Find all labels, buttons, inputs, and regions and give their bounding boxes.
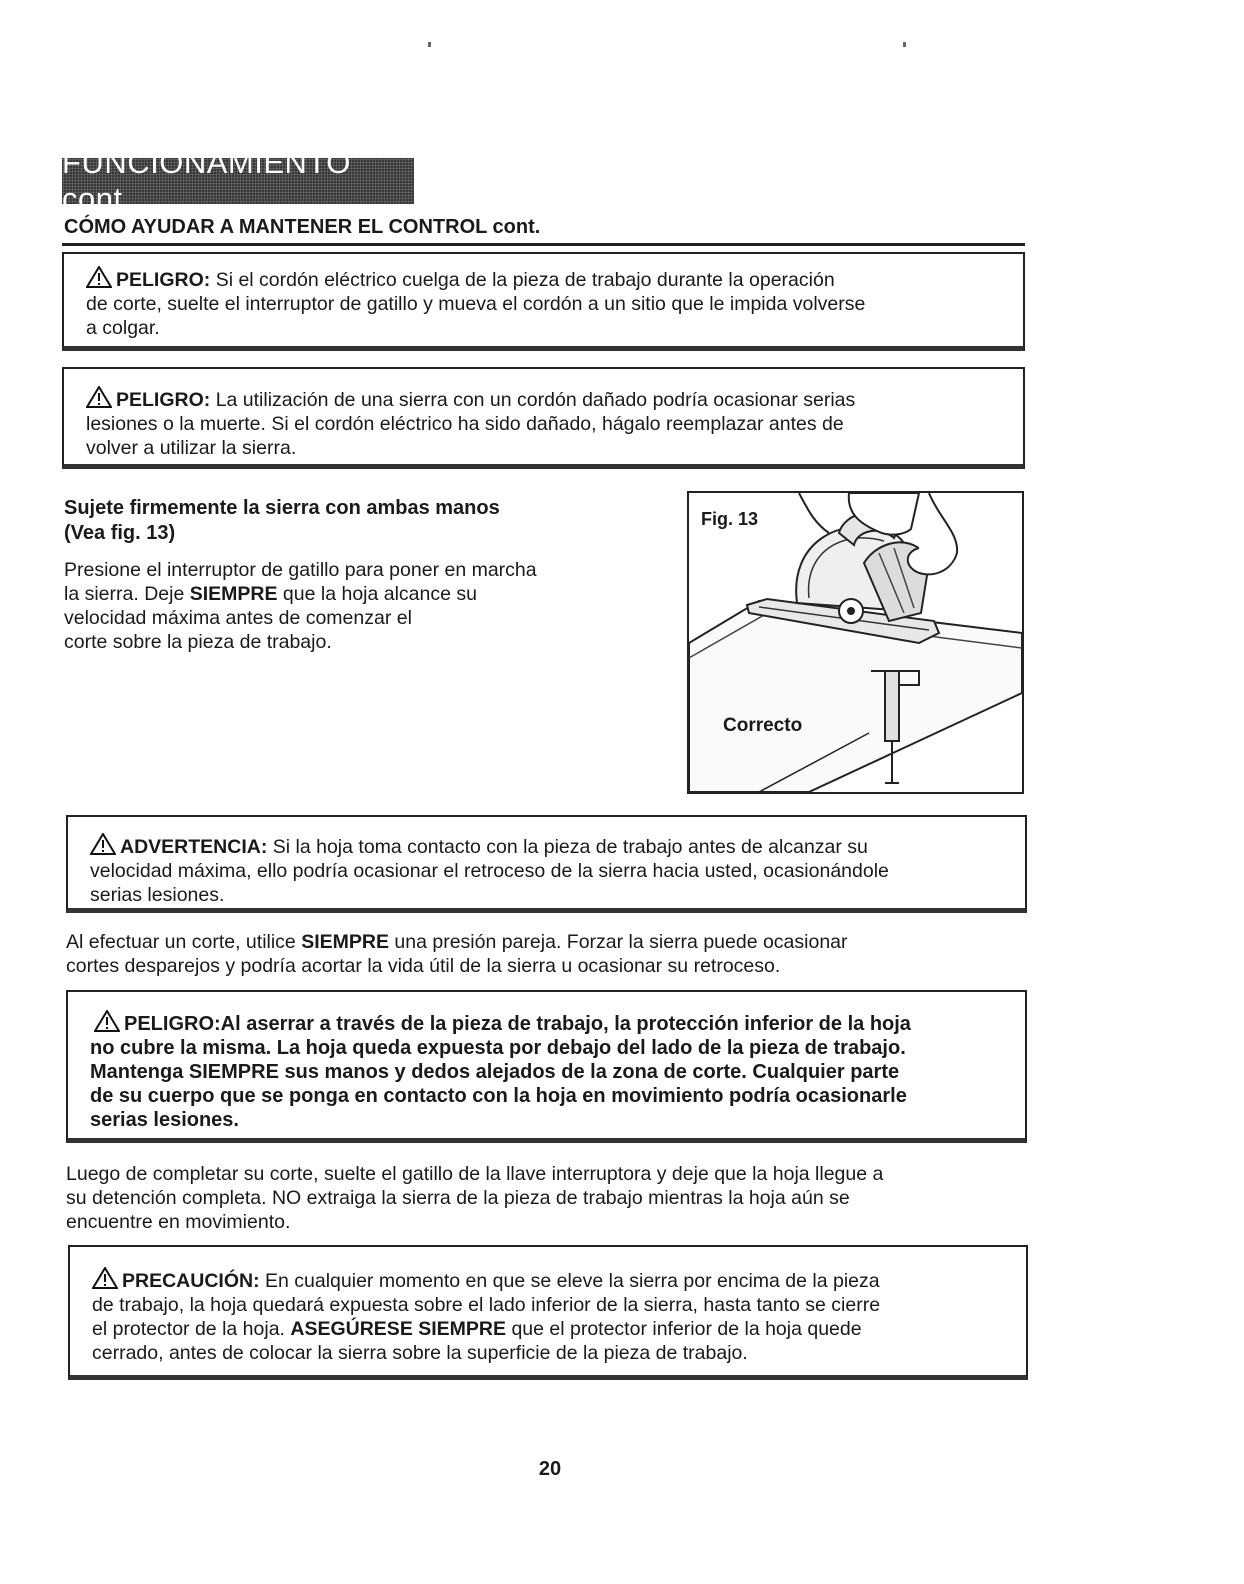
grip-emphasis: SIEMPRE: [189, 583, 278, 605]
warning-emphasis: ASEGÚRESE SIEMPRE: [290, 1318, 507, 1340]
warning-text: lesiones o la muerte. Si el cordón eléctrico ha sido dañado, hágalo reemplazar antes de: [86, 413, 844, 435]
warning-text: de trabajo, la hoja quedará expuesta sobre el lado inferior de la sierra, hasta tanto se cierre: [92, 1294, 881, 1316]
warning-line: [92, 1317, 1008, 1341]
warning-label: PRECAUCIÓN:: [122, 1270, 260, 1292]
release-line: encuentre en movimiento.: [66, 1211, 291, 1233]
pressure-line: cortes desparejos y podría acortar la vida útil de la sierra u ocasionar su retroceso.: [66, 955, 781, 977]
danger-box-damaged-cord: [62, 367, 1025, 469]
warning-label: PELIGRO:: [124, 1013, 221, 1035]
section-rule: [62, 243, 1025, 246]
danger-box-blade-exposed: [66, 990, 1027, 1143]
section-banner: [62, 145, 414, 216]
pressure-text: Al efectuar un corte, utilice: [66, 931, 296, 953]
warning-text: Mantenga SIEMPRE sus manos y dedos alejados de la zona de corte. Cualquier parte: [90, 1061, 900, 1083]
warning-line: [86, 386, 1005, 412]
grip-text: que la hoja alcance su: [282, 583, 477, 605]
grip-heading-line: Sujete firmemente la sierra con ambas manos: [64, 497, 500, 519]
figure-13: [687, 491, 1024, 794]
warning-text: a colgar.: [86, 317, 160, 339]
grip-line: [64, 582, 664, 606]
warning-text: de su cuerpo que se ponga en contacto con la hoja en movimiento podría ocasionarle: [90, 1085, 907, 1107]
warning-text: Si la hoja toma contacto con la pieza de trabajo antes de alcanzar su: [272, 836, 868, 858]
warning-triangle-icon: [94, 1010, 120, 1032]
warning-text: que el protector inferior de la hoja quede: [511, 1318, 862, 1340]
grip-heading: [64, 496, 624, 546]
scan-speck: [428, 42, 431, 47]
warning-text: serias lesiones.: [90, 884, 225, 906]
warning-text: En cualquier momento en que se eleve la sierra por encima de la pieza: [265, 1270, 880, 1292]
release-line: su detención completa. NO extraiga la sierra de la pieza de trabajo mientras la hoja aún se: [66, 1187, 850, 1209]
grip-line: Presione el interruptor de gatillo para poner en marcha: [64, 559, 537, 581]
caution-box-lower-guard: [68, 1245, 1028, 1380]
section-banner-text: FUNCIONAMIENTO cont.: [62, 145, 351, 216]
pressure-paragraph: [66, 930, 1026, 978]
warning-label: ADVERTENCIA:: [120, 836, 268, 858]
warning-label: PELIGRO:: [116, 269, 211, 291]
warning-text: de corte, suelte el interruptor de gatillo y mueva el cordón a un sitio que le impida volverse: [86, 293, 866, 315]
warning-text: Al aserrar a través de la pieza de trabajo, la protección inferior de la hoja: [220, 1013, 911, 1035]
figure-label: Fig. 13: [701, 509, 759, 529]
warning-text: velocidad máxima, ello podría ocasionar el retroceso de la sierra hacia usted, ocasionándole: [90, 860, 889, 882]
danger-box-cord-hanging: [62, 252, 1025, 351]
warning-text: no cubre la misma. La hoja queda expuesta por debajo del lado de la pieza de trabajo.: [90, 1037, 906, 1059]
warning-triangle-icon: [86, 386, 112, 408]
warning-text: cerrado, antes de colocar la sierra sobre la superficie de la pieza de trabajo.: [92, 1342, 748, 1364]
grip-heading-line: (Vea fig. 13): [64, 522, 176, 544]
figure-caption: Correcto: [723, 715, 803, 736]
warning-box-kickback: [66, 815, 1027, 913]
page-number: 20: [538, 1458, 562, 1480]
release-paragraph: [66, 1162, 1026, 1234]
release-line: Luego de completar su corte, suelte el gatillo de la llave interruptora y deje que la hoja llegue a: [66, 1163, 884, 1185]
grip-paragraph: [64, 558, 664, 654]
saw-illustration: [689, 493, 1022, 792]
warning-triangle-icon: [92, 1267, 118, 1289]
warning-text: La utilización de una sierra con un cordón dañado podría ocasionar serias: [215, 389, 856, 411]
pressure-text: una presión pareja. Forzar la sierra puede ocasionar: [394, 931, 848, 953]
pressure-emphasis: SIEMPRE: [301, 931, 389, 953]
warning-line: [86, 266, 1005, 292]
warning-text: serias lesiones.: [90, 1109, 239, 1131]
warning-line: [90, 1010, 1007, 1036]
warning-line: [90, 833, 1007, 859]
scan-speck: [903, 42, 906, 47]
warning-text: el protector de la hoja.: [92, 1318, 285, 1340]
section-title: CÓMO AYUDAR A MANTENER EL CONTROL cont.: [64, 216, 541, 238]
pressure-line: [66, 930, 1026, 954]
grip-text: la sierra. Deje: [64, 583, 185, 605]
grip-line: velocidad máxima antes de comenzar el: [64, 607, 412, 629]
warning-text: volver a utilizar la sierra.: [86, 437, 297, 459]
warning-triangle-icon: [86, 266, 112, 288]
warning-text: Si el cordón eléctrico cuelga de la pieza de trabajo durante la operación: [215, 269, 835, 291]
warning-label: PELIGRO:: [116, 389, 211, 411]
grip-line: corte sobre la pieza de trabajo.: [64, 631, 332, 653]
warning-line: [92, 1267, 1008, 1293]
warning-triangle-icon: [90, 833, 116, 855]
